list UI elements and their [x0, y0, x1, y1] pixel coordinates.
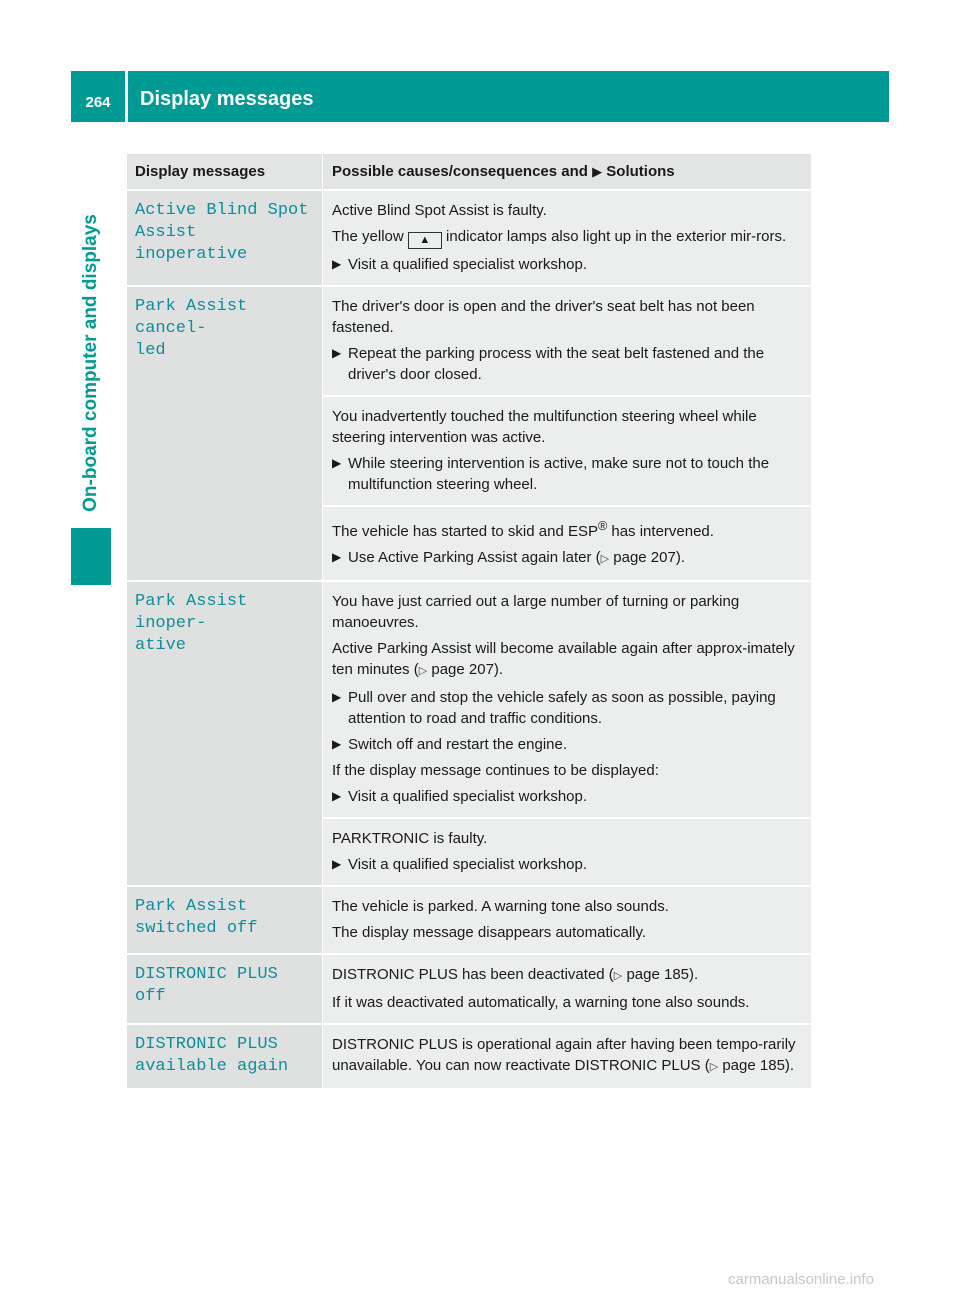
cause-text: The yellow ▲ indicator lamps also light up in the exterior mir-rors. [332, 226, 803, 249]
solution-cell [323, 886, 812, 954]
cause-text: The vehicle has started to skid and ESP® has intervened. [332, 519, 714, 540]
page-number: 264 [85, 93, 111, 111]
cause-text: If it was deactivated automatically, a warning tone also sounds. [332, 994, 750, 1011]
page-ref-triangle-icon: ▷ [709, 1061, 719, 1073]
play-arrow-icon: ▶ [332, 346, 342, 360]
side-tab-label: On-board computer and displays [80, 213, 101, 512]
play-arrow-icon: ▶ [332, 550, 342, 564]
cause-text: If the display message continues to be displayed: [332, 762, 659, 779]
table-row [127, 581, 811, 818]
cause-text: Active Blind Spot Assist is faulty. [332, 202, 547, 219]
page-ref-triangle-icon: ▷ [613, 970, 623, 982]
solution-cell [323, 581, 812, 818]
cause-text: PARKTRONIC is faulty. [332, 830, 488, 847]
page-ref-triangle-icon: ▷ [418, 665, 428, 677]
message-cell: DISTRONIC PLUS off [127, 954, 323, 1024]
play-arrow-icon: ▶ [332, 857, 342, 871]
table-header-row [127, 154, 811, 190]
watermark[interactable]: carmanualsonline.info [728, 1271, 874, 1288]
message-cell: DISTRONIC PLUS available again [127, 1024, 323, 1088]
solution-step: ▶ Visit a qualified specialist workshop. [332, 856, 588, 873]
column-header-solutions: Possible causes/consequences and ▶ Solutions [323, 154, 812, 190]
solution-cell [323, 818, 812, 886]
solution-cell [323, 190, 812, 286]
side-tab-block [71, 528, 111, 585]
solution-step: ▶ While steering intervention is active, make sure not to touch the multifunction steering wheel. [332, 455, 770, 493]
play-arrow-icon: ▶ [592, 164, 603, 179]
cause-text: The driver's door is open and the driver's seat belt has not been fastened. [332, 298, 755, 336]
solution-cell [323, 396, 812, 506]
header-divider [125, 71, 128, 122]
message-cell: Active Blind Spot Assist inoperative [127, 190, 323, 286]
table-row [127, 954, 811, 1024]
table-row [127, 286, 811, 396]
cause-text: You inadvertently touched the multifunction steering wheel while steering intervention was active. [332, 408, 757, 446]
side-tab [71, 140, 111, 585]
solution-step: ▶ Pull over and stop the vehicle safely as soon as possible, paying attention to road and traffic conditions. [332, 689, 776, 727]
play-arrow-icon: ▶ [332, 690, 342, 704]
solution-cell [323, 1024, 812, 1088]
cause-text: DISTRONIC PLUS is operational again after having been tempo-rarily unavailable. You can now reactivate DISTRONIC PLUS (▷ page 185). [332, 1036, 796, 1074]
table-row [127, 1024, 811, 1088]
play-arrow-icon: ▶ [332, 737, 342, 751]
cause-text: You have just carried out a large number of turning or parking manoeuvres. [332, 593, 740, 631]
message-cell: Park Assist inoper‐ ative [127, 581, 323, 886]
solution-step: ▶ Repeat the parking process with the seat belt fastened and the driver's door closed. [332, 345, 765, 383]
cause-text: Active Parking Assist will become available again after approx-imately ten minutes (▷ page 207). [332, 640, 795, 678]
solution-cell [323, 954, 812, 1024]
play-arrow-icon: ▶ [332, 257, 342, 271]
solution-step: ▶ Visit a qualified specialist workshop. [332, 256, 588, 273]
message-cell: Park Assist switched off [127, 886, 323, 954]
blind-spot-warning-icon: ▲ [408, 232, 442, 249]
message-cell: Park Assist cancel‐ led [127, 286, 323, 581]
solution-step: ▶ Visit a qualified specialist workshop. [332, 788, 588, 805]
table-row [127, 190, 811, 286]
solution-step: ▶ Use Active Parking Assist again later (▷ page 207). [332, 547, 803, 570]
solution-step: ▶ Switch off and restart the engine. [332, 736, 568, 753]
page-ref-triangle-icon: ▷ [600, 553, 610, 565]
display-messages-table [127, 154, 811, 1088]
cause-text: DISTRONIC PLUS has been deactivated (▷ page 185). [332, 966, 699, 983]
solution-cell [323, 506, 812, 581]
column-header-messages: Display messages [127, 154, 323, 190]
play-arrow-icon: ▶ [332, 456, 342, 470]
solution-cell [323, 286, 812, 396]
page-title: Display messages [140, 88, 314, 110]
table-row [127, 886, 811, 954]
cause-text: The vehicle is parked. A warning tone also sounds. [332, 898, 669, 915]
play-arrow-icon: ▶ [332, 789, 342, 803]
cause-text: The display message disappears automatically. [332, 924, 647, 941]
